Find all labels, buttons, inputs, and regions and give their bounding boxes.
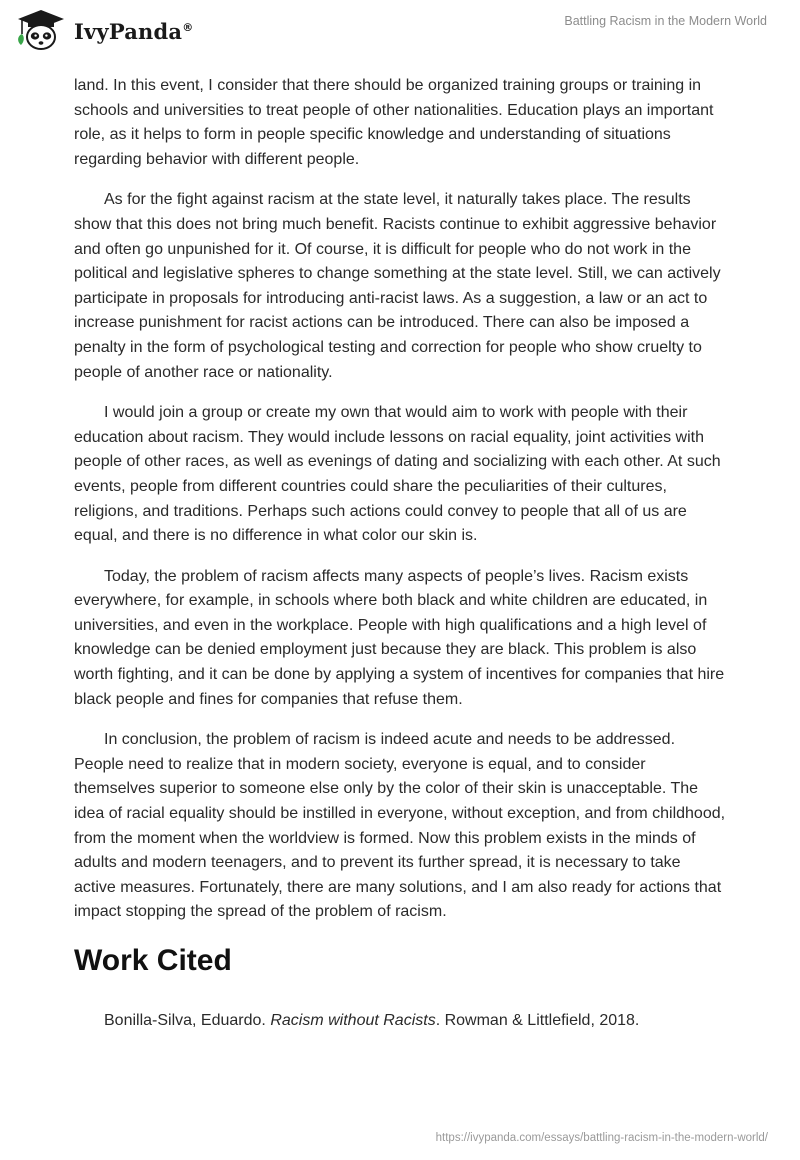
source-url[interactable]: https://ivypanda.com/essays/battling-racism-in-the-modern-world/ bbox=[435, 1132, 768, 1144]
works-cited-heading: Work Cited bbox=[74, 944, 232, 977]
paragraph: As for the fight against racism at the state level, it naturally takes place. The results show that this does not bring much benefit. Racists continue to exhibit aggressive behavior and often go unpunished for it. Of course, it is difficult for people who do not work in the political and legislative spheres to change something at the state level. Still, we can actively participate in proposals for introducing anti-racist laws. As a suggestion, a law or an act to increase punishment for racist actions can be introduced. There can also be imposed a penalty in the form of psychological testing and correction for people who show cruelty to people of another race or nationality. bbox=[74, 191, 721, 381]
citation-author: Bonilla-Silva, Eduardo. bbox=[104, 1012, 266, 1029]
ivypanda-logo[interactable] bbox=[14, 8, 193, 52]
paragraph: In conclusion, the problem of racism is indeed acute and needs to be addressed. People need to realize that in modern society, everyone is equal, and to consider themselves superior to someone else only by the color of their skin is unacceptable. The idea of racial equality should be instilled in everyone, without exception, and from childhood, from the moment when the worldview is formed. Now this problem exists in the minds of adults and modern teenagers, and to prevent its further spread, it is necessary to take active measures. Fortunately, there are many solutions, and I am also ready for actions that impact stopping the spread of the problem of racism. bbox=[74, 731, 726, 921]
running-head: Battling Racism in the Modern World bbox=[564, 14, 767, 28]
paragraph: land. In this event, I consider that there should be organized training groups or training in schools and universities to treat people of other nationalities. Education plays an important role, as it helps to form in people specific knowledge and understanding of situations regarding behavior with different people. bbox=[74, 77, 714, 168]
paragraph: I would join a group or create my own that would aim to work with people with their education about racism. They would include lessons on racial equality, joint activities with people of other races, as well as evenings of dating and socializing with each other. At such events, people from different countries could share the peculiarities of their cultures, religions, and traditions. Perhaps such actions could convey to people that all of us are equal, and there is no difference in what color our skin is. bbox=[74, 404, 721, 545]
paragraph: Today, the problem of racism affects many aspects of people’s lives. Racism exists everywhere, for example, in schools where both black and white children are educated, in universities, and even in the workplace. People with high qualifications and a high level of knowledge can be denied employment just because they are black. This problem is also worth fighting, and it can be done by applying a system of incentives for companies that hire black people and fines for companies that refuse them. bbox=[74, 567, 725, 708]
panda-graduate-icon bbox=[14, 8, 68, 52]
page-header bbox=[0, 0, 800, 66]
citation-publisher: . Rowman & Littlefield, 2018. bbox=[435, 1012, 640, 1029]
essay-body bbox=[74, 74, 726, 1033]
citation-entry bbox=[104, 1009, 726, 1033]
citation-title: Racism without Racists bbox=[270, 1012, 436, 1029]
logo-text: IvyPanda® bbox=[74, 18, 194, 44]
